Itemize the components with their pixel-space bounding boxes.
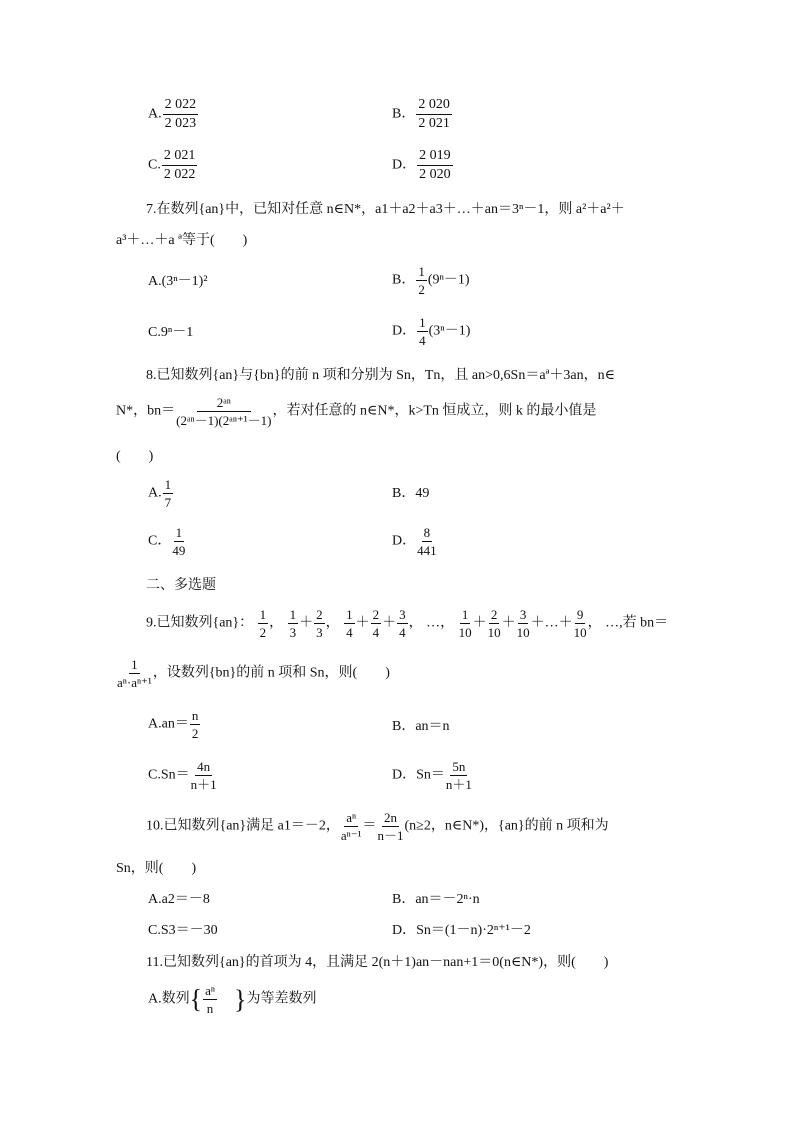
fraction: $\frac{8}{441}$ — [417, 525, 437, 558]
fraction: $\frac{\text{aⁿ}}{\text{aⁿ⁻¹}}$ — [340, 810, 362, 843]
fraction: $\frac{9}{10}$ — [573, 607, 587, 640]
q7-option-b: B． $\frac{1}{2}$ (9ⁿ－1) — [392, 264, 470, 297]
q6-option-a: A. $\frac{2 022}{2 023}$ — [148, 97, 197, 131]
q8-option-d: D． $\frac{8}{441}$ — [392, 525, 437, 558]
fraction: $\frac{2 020}{2 021}$ — [418, 97, 450, 131]
fraction: $\frac{3}{4}$ — [399, 607, 406, 640]
fraction: $\frac{2}{4}$ — [372, 607, 380, 640]
fraction: $\frac{1}{\text{aⁿ·aⁿ⁺¹}}$ — [117, 657, 152, 690]
fraction: $\frac{3}{10}$ — [516, 607, 530, 640]
fraction: $\frac{2 022}{2 023}$ — [164, 97, 197, 131]
q10-stem-line2: Sn，则( ) — [116, 861, 197, 876]
q9-option-a: A.an＝ $\frac{n}{2}$ — [148, 708, 199, 741]
fraction: $\frac{1}{4}$ — [346, 607, 353, 640]
q9-stem-line1: 9.已知数列{an}： $\frac{1}{2}$ ， $\frac{1}{3}$ ＋ $\frac{2}{3}$ ， $\frac{1}{4}$ ＋ $\frac{2}{4}$ ＋ $\frac{3}{4}$ ， …， $\frac{1}{10}$ ＋ $\frac{2}{10}$ ＋ $\frac{3}{10}$ ＋…＋ $\frac{9}{10}$ ， …,若 bn＝ — [146, 607, 669, 640]
fraction: $\frac{n}{2}$ — [191, 708, 199, 741]
fraction: $\frac{1}{3}$ — [289, 607, 297, 640]
fraction: $\frac{2 019}{2 020}$ — [419, 148, 451, 182]
q10-option-b: B．an＝－2ⁿ·n — [392, 892, 480, 907]
q8-stem-line2: N*，bn＝ $\frac{\text{2ᵃⁿ}}{\text{(2ᵃⁿ－1)(2ᵃⁿ⁺¹－1)}}$ ，若对任意的 n∈N*，k>Tn 恒成立，则 k 的最小值是 — [116, 395, 597, 428]
fraction: $\frac{1}{4}$ — [419, 315, 426, 348]
q6-option-b: B． $\frac{2 020}{2 021}$ — [392, 97, 450, 131]
q6-option-d: D． $\frac{2 019}{2 020}$ — [392, 148, 451, 182]
fraction: $\frac{1}{10}$ — [458, 607, 472, 640]
fraction: $\frac{2n}{n-1}$ — [377, 810, 404, 843]
q7-option-a: A.(3ⁿ－1)² — [148, 274, 208, 289]
section-heading: 二、多选题 — [146, 577, 216, 593]
q10-option-d: D．Sn＝(1－n)·2ⁿ⁺¹－2 — [392, 923, 531, 938]
q8-option-a: A. $\frac{1}{7}$ — [148, 477, 172, 510]
q10-option-c: C.S3＝－30 — [148, 923, 218, 938]
q9-option-d: D．Sn＝ $\frac{5n}{n+1}$ — [392, 759, 472, 792]
q7-stem-line1: 7.在数列{an}中，已知对任意 n∈N*，a1＋a2＋a3＋…＋an＝3ⁿ－1，则 a²＋a²＋ — [146, 202, 625, 217]
q8-stem-line3: ( ) — [116, 449, 154, 464]
q9-stem-line2: $\frac{1}{\text{aⁿ·aⁿ⁺¹}}$ ，设数列{bn}的前 n 项和 Sn，则( ) — [117, 657, 390, 690]
q10-stem-line1: 10.已知数列{an}满足 a1＝－2， $\frac{\text{aⁿ}}{\text{aⁿ⁻¹}}$ ＝ $\frac{2n}{n-1}$ (n≥2，n∈N*)，{an}的前 n 项和为 — [146, 810, 609, 843]
q7-option-d: D． $\frac{1}{4}$ (3ⁿ－1) — [392, 315, 471, 348]
q6-option-c: C. $\frac{2 021}{2 022}$ — [148, 148, 196, 182]
q9-option-b: B．an＝n — [392, 719, 450, 734]
q7-option-c: C.9ⁿ－1 — [148, 325, 194, 340]
fraction: $\frac{1}{2}$ — [418, 264, 425, 297]
fraction: $\frac{1}{7}$ — [164, 477, 172, 510]
q11-option-a: A.数列{ $\frac{\text{aⁿ}}{n}$ }为等差数列 — [148, 983, 317, 1016]
fraction: $\frac{1}{49}$ — [172, 525, 186, 558]
q10-option-a: A.a2＝－8 — [148, 892, 210, 907]
q9-option-c: C.Sn＝ $\frac{4n}{n+1}$ — [148, 759, 217, 792]
right-brace: } — [233, 984, 247, 1014]
fraction: $\frac{4n}{n+1}$ — [190, 759, 217, 792]
q8-stem-line1: 8.已知数列{an}与{bn}的前 n 项和分别为 Sn，Tn，且 an>0,6Sn＝aª＋3an，n∈ — [146, 368, 615, 383]
q8-option-c: C． $\frac{1}{49}$ — [148, 525, 186, 558]
left-brace: { — [189, 984, 203, 1014]
q7-stem-line2: a³＋…＋a ª等于( ) — [116, 233, 248, 248]
fraction: $\frac{\text{2ᵃⁿ}}{\text{(2ᵃⁿ－1)(2ᵃⁿ⁺¹－1)}}$ — [176, 395, 272, 428]
fraction: $\frac{1}{2}$ — [259, 607, 267, 640]
fraction: $\frac{\text{aⁿ}}{n}$ — [205, 983, 215, 1016]
fraction: $\frac{2}{3}$ — [316, 607, 323, 640]
q8-option-b: B．49 — [392, 486, 430, 501]
fraction: $\frac{2}{10}$ — [487, 607, 501, 640]
fraction: $\frac{2 021}{2 022}$ — [163, 148, 196, 182]
q11-stem-line1: 11.已知数列{an}的首项为 4，且满足 2(n＋1)an－nan+1＝0(n∈N*)，则( ) — [146, 955, 609, 970]
fraction: $\frac{5n}{n+1}$ — [445, 759, 472, 792]
